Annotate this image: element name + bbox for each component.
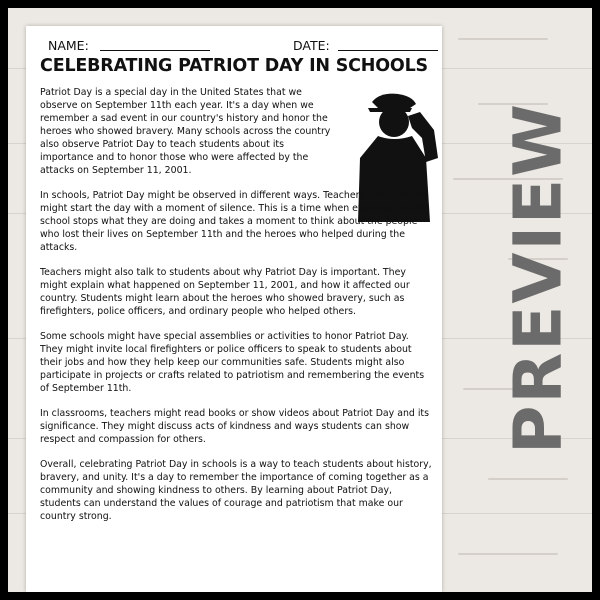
worksheet-title: CELEBRATING PATRIOT DAY IN SCHOOLS [40,56,428,76]
date-label: DATE: [293,38,330,53]
paragraph: Overall, celebrating Patriot Day in schools is a way to teach students about history, bravery, and unity. It's a day to remember the importance of coming together as a community and showing kindness to others. By learning about Patriot Day, students can understand the values of courage and patriotism that make our country strong. [40,459,432,522]
wood-grain [458,553,558,555]
paragraph: Some schools might have special assemblies or activities to honor Patriot Day. They might invite local firefighters or police officers to speak to students about their jobs and how they help keep our communities safe. Students might also participate in projects or crafts related to patriotism and remembering the events of September 11th. [40,331,425,394]
preview-watermark: PREVIEW [499,102,577,454]
paragraph: In schools, Patriot Day might be observed in different ways. Teachers and students might start the day with a moment of silence. This is a time when everyone in the school stops what they are doing and takes a moment to think about the people who lost their lives on September 11th and the heroes who helped during the attacks. [40,190,429,253]
paragraph: Teachers might also talk to students about why Patriot Day is important. They might explain what happened on September 11, 2001, and how it affected our country. Students might learn about the heroes who showed bravery, such as firefighters, police officers, and ordinary people who helped others. [40,267,410,317]
date-blank-line [338,50,438,51]
worksheet-header [48,38,438,58]
wood-grain [458,38,548,40]
worksheet-page [26,26,442,592]
name-label: NAME: [48,38,89,53]
paragraph: Patriot Day is a special day in the United States that we observe on September 11th each year. It's a day when we remember a sad event in our country's history and honor the heroes who showed bravery. Many schools across the country also observe Patriot Day to teach students about its importance and to honor those who were affected by the attacks on September 11, 2001. [40,87,331,176]
wood-grain [488,478,568,480]
article-body [40,86,432,535]
image-frame [8,8,592,592]
paragraph: In classrooms, teachers might read books or show videos about Patriot Day and its significance. They might discuss acts of kindness and ways students can show respect and compassion for others. [40,408,429,445]
name-blank-line [100,50,210,51]
